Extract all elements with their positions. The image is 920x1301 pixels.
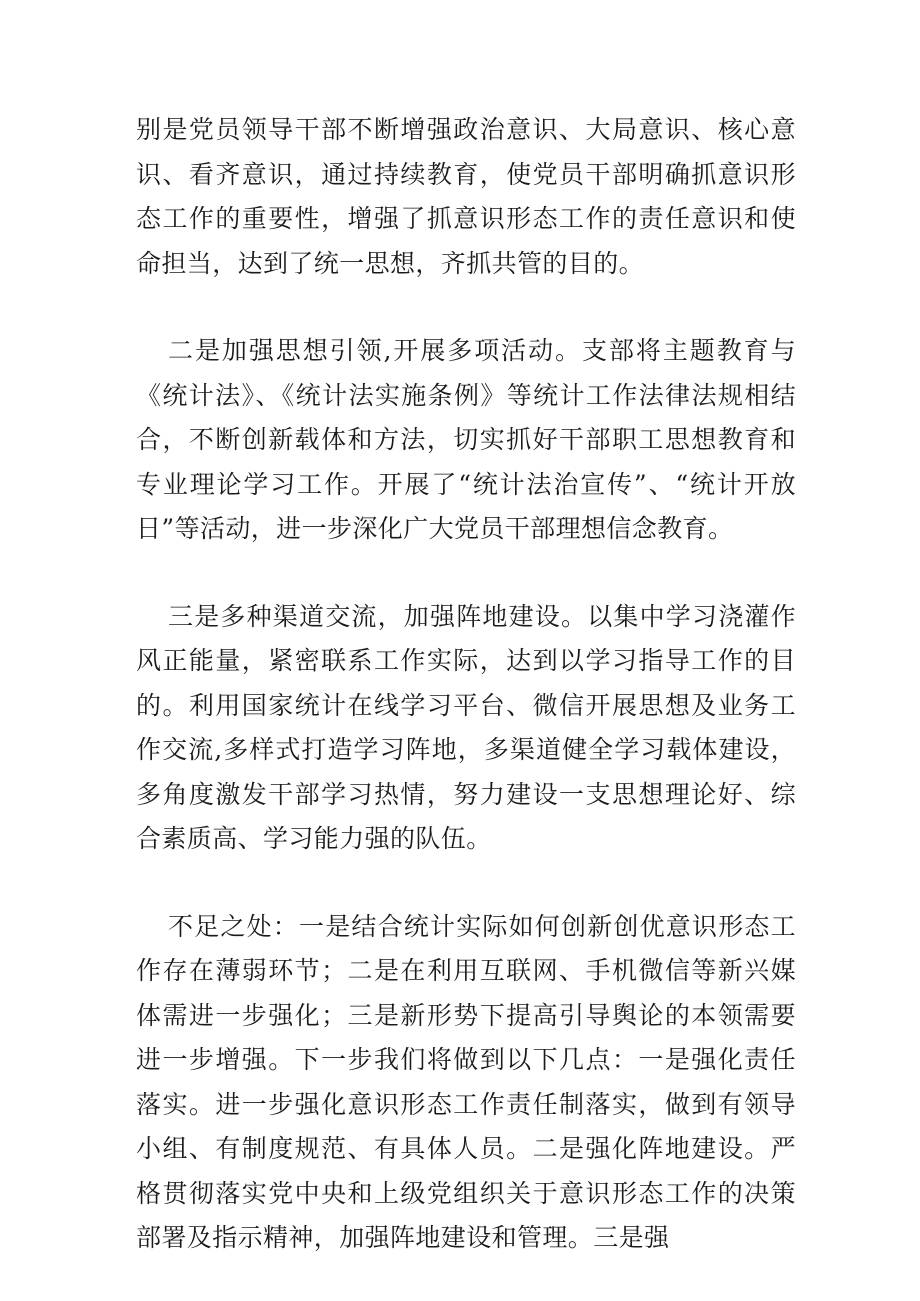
paragraph-gap — [136, 286, 796, 329]
paragraph-shortcomings: 不足之处：一是结合统计实际如何创新创优意识形态工作存在薄弱环节；二是在利用互联网、手机微信等新兴媒体需进一步强化；三是新形势下提高引导舆论的本领需要进一步增强。下一步我们将做到以下几点：一是强化责任落实。进一步强化意识形态工作责任制落实，做到有领导小组、有制度规范、有具体人员。二是强化阵地建设。严格贯彻落实党中央和上级党组织关于意识形态工作的决策部署及指示精神，加强阵地建设和管理。三是强 — [136, 911, 796, 1252]
document-body — [136, 108, 796, 1261]
paragraph-gap — [136, 552, 796, 595]
paragraph-continuation: 别是党员领导干部不断增强政治意识、大局意识、核心意识、看齐意识，通过持续教育，使党员干部明确抓意识形态工作的重要性，增强了抓意识形态工作的责任意识和使命担当，达到了统一思想，齐抓共管的目的。 — [136, 115, 796, 278]
paragraph-strengthen-ideological-guidance: 二是加强思想引领,开展多项活动。支部将主题教育与《统计法》、《统计法实施条例》等统计工作法律法规相结合，不断创新载体和方法，切实抓好干部职工思想教育和专业理论学习工作。开展了“统计法治宣传”、“统计开放日”等活动，进一步深化广大党员干部理想信念教育。 — [136, 336, 796, 543]
paragraph-gap — [136, 862, 796, 905]
paragraph-multi-channel-exchange: 三是多种渠道交流，加强阵地建设。以集中学习浇灌作风正能量，紧密联系工作实际，达到以学习指导工作的目的。利用国家统计在线学习平台、微信开展思想及业务工作交流,多样式打造学习阵地，多渠道健全学习载体建设，多角度激发干部学习热情，努力建设一支思想理论好、综合素质高、学习能力强的队伍。 — [136, 601, 796, 853]
